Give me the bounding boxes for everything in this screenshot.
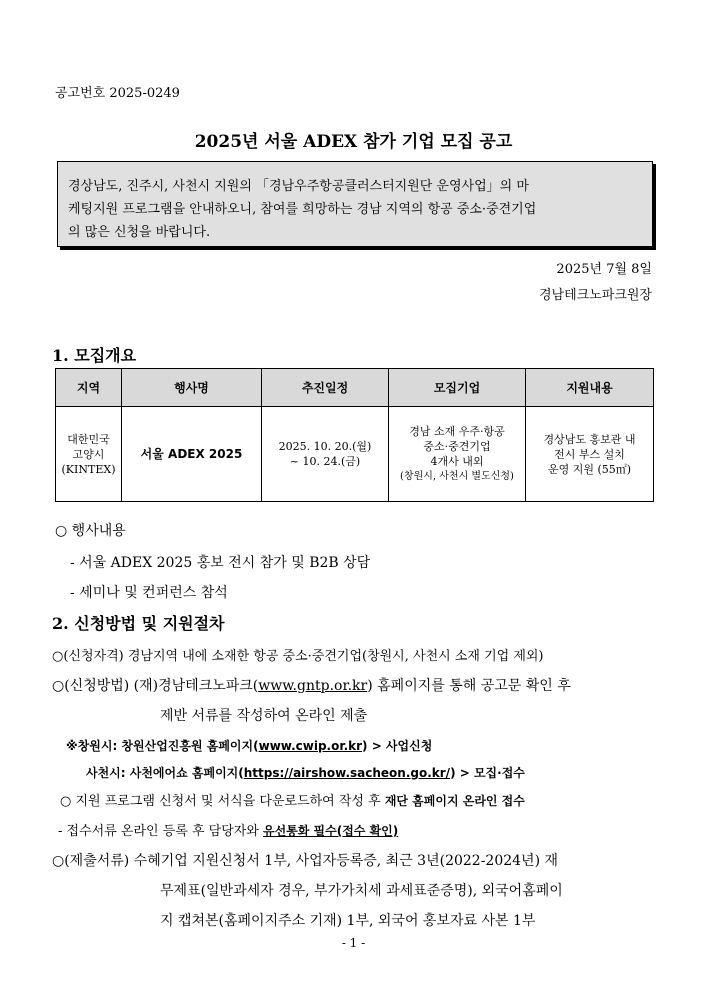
phone-call-required: 유선통화 필수(접수 확인) bbox=[263, 824, 399, 838]
cell-companies bbox=[389, 407, 526, 502]
companies-line: (창원시, 사천시 별도신청) bbox=[400, 471, 514, 482]
call-line: - 접수서류 온라인 등록 후 담당자와 유선통화 필수(접수 확인) bbox=[58, 824, 399, 839]
table-row bbox=[56, 407, 654, 502]
region-line: 대한민국 bbox=[67, 432, 110, 446]
header-support: 지원내용 bbox=[526, 369, 654, 407]
event-name: 서울 ADEX 2025 bbox=[140, 446, 243, 461]
intro-line: 의 많은 신청을 바랍니다. bbox=[68, 225, 211, 240]
support-line: 운영 지원 (55㎡) bbox=[547, 462, 632, 476]
intro-box bbox=[57, 161, 653, 247]
schedule-line: 2025. 10. 20.(월) bbox=[278, 440, 372, 453]
overview-table bbox=[55, 368, 654, 502]
document-title: 2025년 서울 ADEX 참가 기업 모집 공고 bbox=[194, 132, 513, 152]
cell-event bbox=[122, 407, 262, 502]
page-number: - 1 - bbox=[341, 936, 366, 950]
event-contents-label: ○ 행사내용 bbox=[55, 523, 126, 539]
section-2-title: 2. 신청방법 및 지원절차 bbox=[52, 614, 225, 633]
online-submission: 재단 홈페이지 온라인 접수 bbox=[384, 794, 525, 808]
event-contents-item: - 세미나 및 컨퍼런스 참석 bbox=[70, 585, 228, 601]
cell-schedule bbox=[262, 407, 389, 502]
region-line: 고양시 bbox=[72, 447, 105, 461]
region-line: (KINTEX) bbox=[61, 462, 116, 476]
documents-line: 무제표(일반과세자 경우, 부가가치세 과세표준증명), 외국어홈페이 bbox=[160, 883, 563, 899]
intro-line: 케팅지원 프로그램을 안내하오니, 참여를 희망하는 경남 지역의 항공 중소·중견기업 bbox=[68, 202, 537, 217]
documents-line: 지 캡쳐본(홈페이지주소 기재) 1부, 외국어 홍보자료 사본 1부 bbox=[160, 913, 536, 929]
cell-support bbox=[526, 407, 654, 502]
notice-date: 2025년 7월 8일 bbox=[556, 262, 652, 277]
cwip-link[interactable]: www.cwip.or.kr bbox=[258, 739, 363, 753]
changwon-note: ※창원시: 창원산업진흥원 홈페이지(www.cwip.or.kr) > 사업신청 bbox=[66, 739, 433, 753]
section-1-title: 1. 모집개요 bbox=[52, 346, 137, 365]
header-event: 행사명 bbox=[122, 369, 262, 407]
cell-region bbox=[56, 407, 122, 502]
download-line: ○ 지원 프로그램 신청서 및 서식을 다운로드하여 작성 후 재단 홈페이지 온라인 접수 bbox=[60, 794, 525, 809]
companies-line: 중소·중견기업 bbox=[423, 440, 491, 453]
schedule-line: ~ 10. 24.(금) bbox=[289, 455, 361, 468]
intro-line: 경상남도, 진주시, 사천시 지원의 「경남우주항공클러스터지원단 운영사업」의 마 bbox=[68, 179, 529, 194]
header-companies: 모집기업 bbox=[389, 369, 526, 407]
event-contents-item: - 서울 ADEX 2025 홍보 전시 참가 및 B2B 상담 bbox=[70, 555, 371, 571]
sacheon-note: 사천시: 사천에어쇼 홈페이지(https://airshow.sacheon.go.kr/) > 모집·접수 bbox=[86, 766, 525, 780]
companies-line: 4개사 내외 bbox=[430, 455, 484, 468]
airshow-link[interactable]: https://airshow.sacheon.go.kr/ bbox=[243, 766, 451, 780]
method-line-2: 제반 서류를 작성하여 온라인 제출 bbox=[160, 708, 368, 724]
header-region: 지역 bbox=[56, 369, 122, 407]
method-line: ○(신청방법) (재)경남테크노파크(www.gntp.or.kr) 홈페이지를 통해 공고문 확인 후 bbox=[52, 678, 571, 694]
table-header-row bbox=[56, 369, 654, 407]
support-line: 전시 부스 설치 bbox=[554, 447, 625, 461]
issuer: 경남테크노파크원장 bbox=[538, 288, 652, 303]
notice-number: 공고번호 2025-0249 bbox=[55, 86, 180, 101]
gntp-link[interactable]: www.gntp.or.kr bbox=[258, 678, 368, 694]
companies-line: 경남 소재 우주·항공 bbox=[409, 425, 505, 438]
header-schedule: 추진일정 bbox=[262, 369, 389, 407]
documents-line: ○(제출서류) 수혜기업 지원신청서 1부, 사업자등록증, 최근 3년(2022-2024년) 재 bbox=[52, 853, 559, 869]
eligibility: ○(신청자격) 경남지역 내에 소재한 항공 중소·중견기업(창원시, 사천시 소재 기업 제외) bbox=[52, 649, 544, 664]
support-line: 경상남도 홍보관 내 bbox=[543, 432, 636, 446]
